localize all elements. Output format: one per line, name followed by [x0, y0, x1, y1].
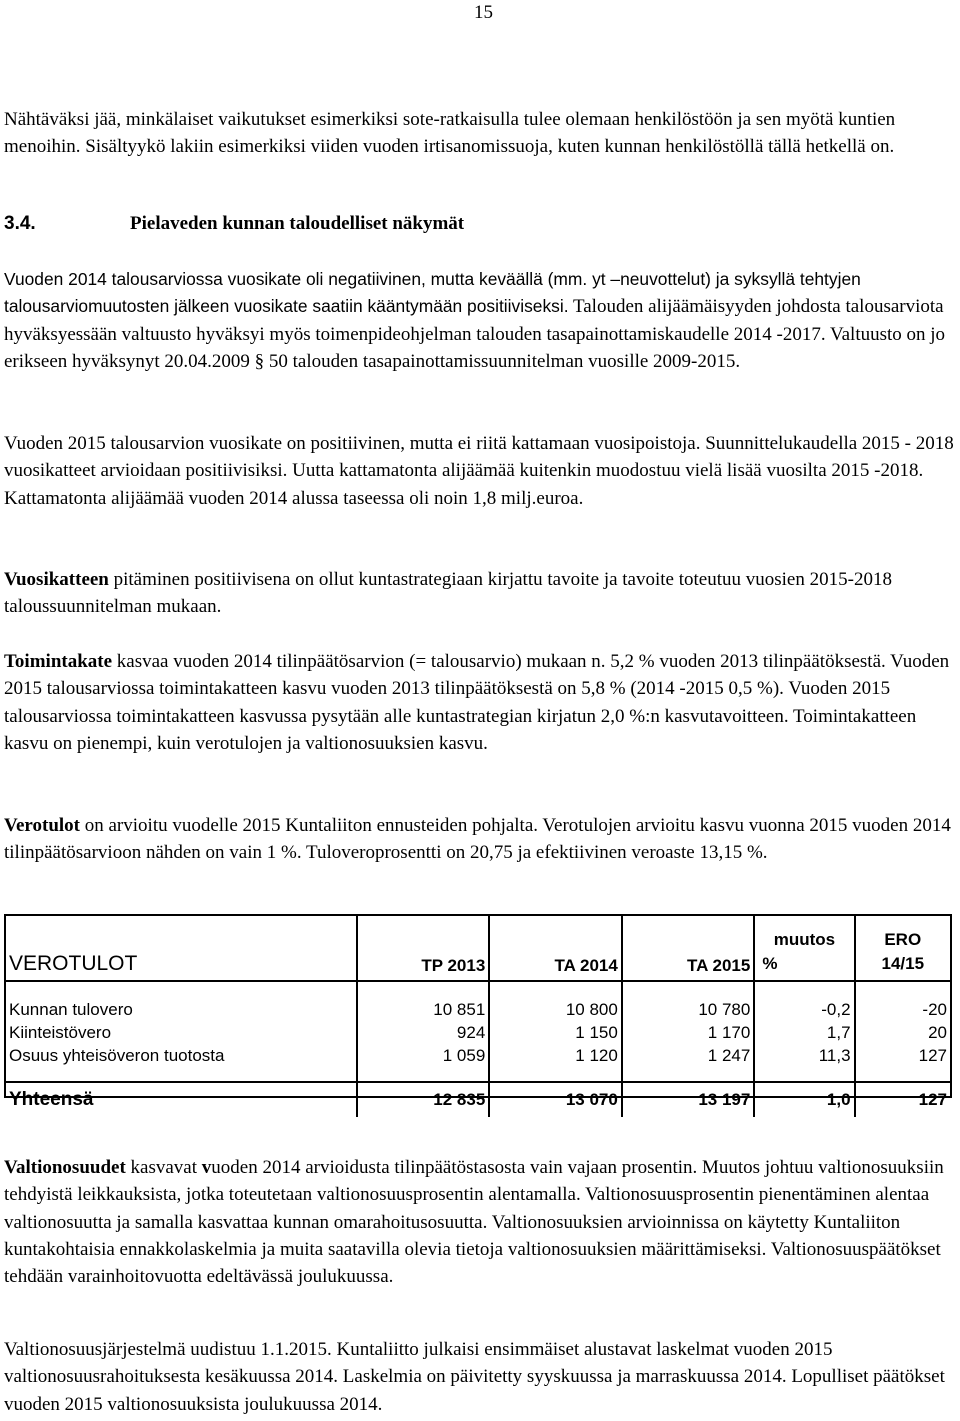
cell-ero: 127: [918, 1046, 947, 1065]
table-row: [6, 1044, 950, 1067]
section-number: 3.4.: [4, 213, 36, 234]
cell-tp2013: 10 851: [357, 998, 490, 1021]
header-ero: [855, 916, 950, 981]
section-heading: [4, 210, 464, 237]
paragraph-valtionosuudet-bold-v: v: [201, 1157, 212, 1178]
paragraph-valtionosuudet: [4, 1154, 956, 1290]
cell-ta2015: 10 780: [622, 998, 755, 1021]
row-label: Kunnan tulovero: [6, 998, 357, 1021]
term-vuosikate: Vuosikatteen: [4, 569, 109, 590]
page-number: 15: [474, 2, 493, 23]
header-ero-line2: 14/15: [881, 954, 925, 973]
cell-change: 1,7: [754, 1021, 854, 1044]
total-ero: 127: [855, 1082, 950, 1117]
paragraph-budget-2014-part2: Talouden alijäämäisyyden johdosta talousarviota hyväksyessään valtuusto hyväksyi myös toimenpideohjelman talouden tasapainottamiskaudelle 2014 -2017. Valtuusto on jo erikseen hyväksynyt 20.04.2009 § 50 talouden tasapainottamissuunnitelman vuosille 2009-2015.: [4, 296, 946, 372]
total-ta2014: 13 070: [489, 1082, 622, 1117]
cell-ero: 20: [928, 1023, 947, 1042]
cell-ero: -20: [922, 1000, 947, 1019]
paragraph-budget-2015: Vuoden 2015 talousarvion vuosikate on positiivinen, mutta ei riitä kattamaan vuosipoistoja. Suunnittelukaudella 2015 - 2018 vuosikatteet arvioidaan positiivisiksi. Uutta kattamatonta alijäämää kuitenkin muodostuu vielä lisää vuosilta 2015 -2018. Kattamatonta alijäämää vuoden 2014 alussa taseessa oli noin 1,8 milj.euroa.: [4, 433, 954, 509]
header-tp2013: TP 2013: [357, 916, 490, 981]
cell-change: -0,2: [754, 998, 854, 1021]
paragraph-verotulot-text: on arvioitu vuodelle 2015 Kuntaliiton ennusteiden pohjalta. Verotulojen arvioitu kasvu vuonna 2015 vuoden 2014 tilinpäätösarvioon nähden on vain 1 %. Tuloveroprosentti on 20,75 ja efektiivinen veroaste 13,15 %.: [4, 815, 951, 864]
paragraph-valtionosuudet-text-a: kasvavat: [125, 1157, 202, 1178]
header-ta2015: TA 2015: [622, 916, 755, 981]
table-row: [6, 998, 950, 1021]
table-title: VEROTULOT: [6, 916, 357, 981]
total-change: 1,0: [754, 1082, 854, 1117]
total-label: Yhteensä: [6, 1082, 357, 1117]
cell-tp2013: 924: [357, 1021, 490, 1044]
paragraph-budget-2014-part1: Vuoden 2014 talousarviossa vuosikate oli negatiivinen, mutta keväällä (mm. yt –neuvottelut) ja syksyllä tehtyjen talousarviomuutosten jälkeen vuosikate saatiin kääntymään positiiviseksi.: [4, 269, 861, 317]
table-header-row: [6, 916, 950, 981]
cell-change: 11,3: [754, 1044, 854, 1067]
section-title: Pielaveden kunnan taloudelliset näkymät: [130, 213, 465, 234]
cell-ta2014: 1 150: [489, 1021, 622, 1044]
paragraph-toimintakate: [4, 648, 956, 757]
header-change-line1: muutos: [773, 930, 836, 949]
cell-ta2015: 1 170: [622, 1021, 755, 1044]
header-change: [754, 916, 854, 981]
header-ta2014: TA 2014: [489, 916, 622, 981]
total-tp2013: 12 835: [357, 1082, 490, 1117]
paragraph-verotulot: [4, 812, 956, 867]
paragraph-valtionosuudet-text-b: uoden 2014 arvioidusta tilinpäätöstasosta vain vajaan prosentin. Muutos johtuu valtionosuuksiin tehdyistä leikkauksista, jotka toteutetaan valtionosuusprosentin alentamalla. Valtionosuusprosentin pienentäminen alentaa valtionosuutta ja samalla kasvattaa kunnan omarahoitusosuutta. Valtionosuuksien arvioinnissa on käytetty Kuntaliiton kuntakohtaisia ennakkolaskelmia ja muita saatavilla olevia tietoja valtionosuuksien määrittämiseksi. Valtionosuuspäätökset tehdään varainhoitovuotta edeltävässä joulukuussa.: [4, 1157, 944, 1288]
header-change-line2: %: [762, 954, 778, 973]
term-valtionosuudet: Valtionosuudet: [4, 1157, 126, 1178]
table-total-row: [6, 1082, 950, 1117]
paragraph-vuosikate-text: pitäminen positiivisena on ollut kuntastrategiaan kirjattu tavoite ja tavoite toteutuu vuosien 2015-2018 taloussuunnitelman mukaan.: [4, 569, 892, 618]
row-label: Kiinteistövero: [6, 1021, 357, 1044]
cell-ta2015: 1 247: [622, 1044, 755, 1067]
paragraph-vuosikate: [4, 566, 956, 621]
cell-ta2014: 10 800: [489, 998, 622, 1021]
cell-ta2014: 1 120: [489, 1044, 622, 1067]
tax-revenue-table: [4, 914, 952, 1110]
paragraph-toimintakate-text: kasvaa vuoden 2014 tilinpäätösarvion (= talousarvio) mukaan n. 5,2 % vuoden 2013 tilinpäätöksestä. Vuoden 2015 talousarviossa toimintakatteen kasvu vuoden 2013 tilinpäätöksestä on 5,8 % (2014 -2015 0,5 %). Vuoden 2015 talousarviossa toimintakatteen kasvussa pysytään alle kuntastrategian kirjatun 2,0 %:n kasvutavoitteen. Toimintakatteen kasvu on pienempi, kuin verotulojen ja valtionosuuksien kasvu.: [4, 651, 950, 754]
table-row: [6, 1021, 950, 1044]
cell-tp2013: 1 059: [357, 1044, 490, 1067]
term-verotulot: Verotulot: [4, 815, 80, 836]
header-ero-line1: ERO: [884, 930, 922, 949]
total-ta2015: 13 197: [622, 1082, 755, 1117]
row-label: Osuus yhteisöveron tuotosta: [6, 1044, 357, 1067]
intro-paragraph: Nähtäväksi jää, minkälaiset vaikutukset esimerkiksi sote-ratkaisulla tulee olemaan henkilöstöön ja sen myötä kuntien menoihin. Sisältyykö lakiin esimerkiksi viiden vuoden irtisanomissuoja, kuten kunnan henkilöstöllä tällä hetkellä on.: [4, 109, 896, 158]
paragraph-budget-2014: [4, 266, 956, 375]
paragraph-reform: Valtionosuusjärjestelmä uudistuu 1.1.2015. Kuntaliitto julkaisi ensimmäiset alustavat laskelmat vuoden 2015 valtionosuusrahoituksesta kesäkuussa 2014. Laskelmia on päivitetty syyskuussa ja marraskuussa 2014. Lopulliset päätökset vuoden 2015 valtionosuuksista joulukuussa 2014.: [4, 1339, 945, 1415]
term-toimintakate: Toimintakate: [4, 651, 113, 672]
